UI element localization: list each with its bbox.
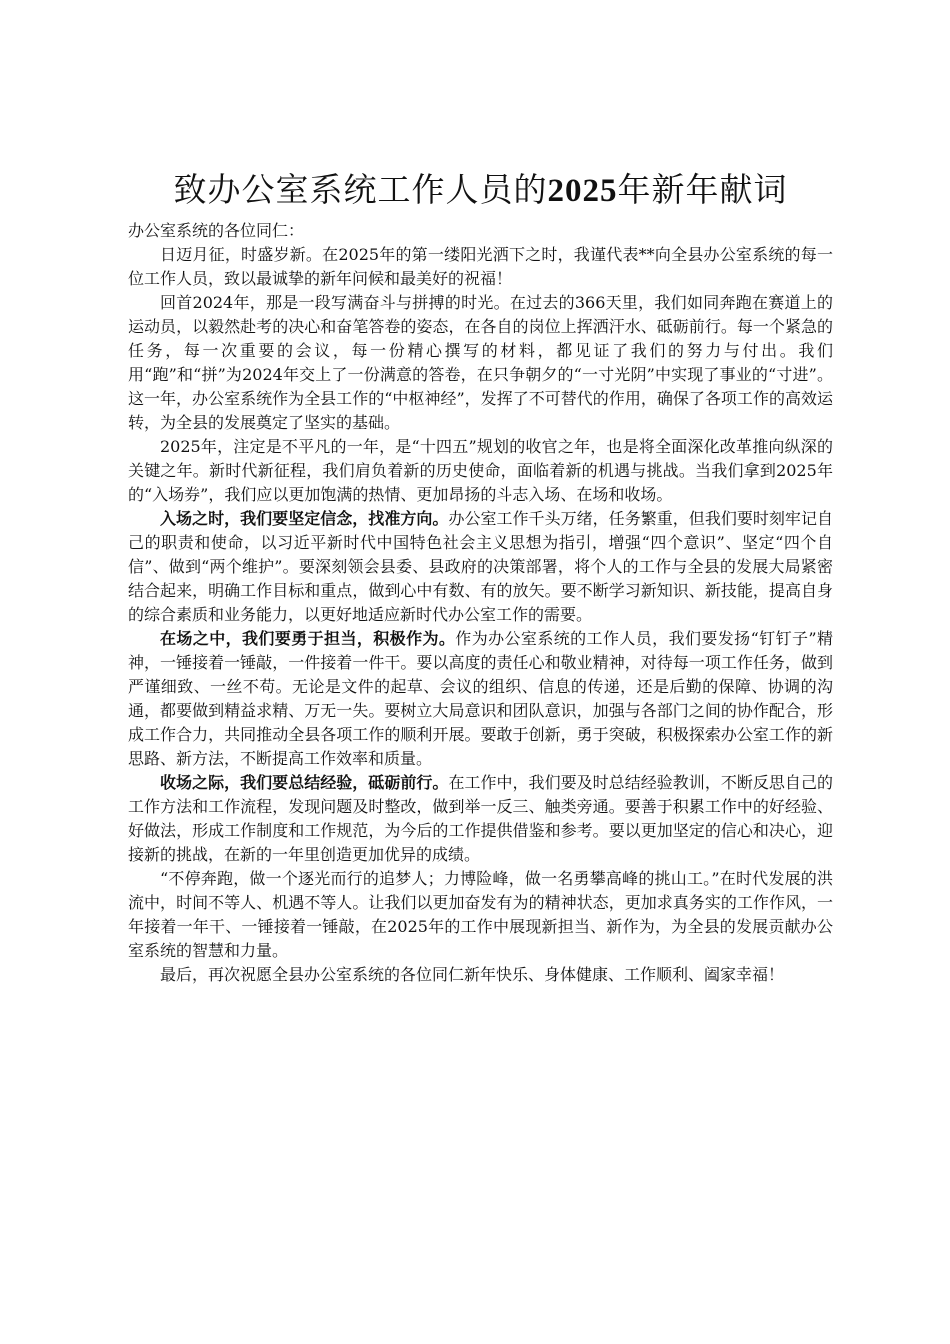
paragraph-text: 日迈月征，时盛岁新。在2025年的第一缕阳光洒下之时，我谨代表**向全县办公室系统的每一位工作人员，致以最诚挚的新年问候和最美好的祝福！	[128, 245, 833, 288]
paragraph-closing-stage	[128, 771, 833, 867]
title-suffix: 年新年献词	[617, 170, 788, 209]
paragraph-review-2024	[128, 291, 833, 435]
paragraph-outlook-2025	[128, 435, 833, 507]
paragraph-lead: 收场之际，我们要总结经验，砥砺前行。	[160, 773, 449, 792]
paragraph-text: 作为办公室系统的工作人员，我们要发扬“钉钉子”精神，一锤接着一锤敲，一件接着一件干。要以高度的责任心和敬业精神，对待每一项工作任务，做到严谨细致、一丝不苟。无论是文件的起草、会议的组织、信息的传递，还是后勤的保障、协调的沟通，都要做到精益求精、万无一失。要树立大局意识和团队意识，加强与各部门之间的协作配合，形成工作合力，共同推动全县各项工作的顺利开展。要敢于创新，勇于突破，积极探索办公室工作的新思路、新方法，不断提高工作效率和质量。	[128, 629, 833, 768]
paragraph-entry	[128, 507, 833, 627]
paragraph-motto	[128, 867, 833, 963]
document-page	[128, 168, 833, 987]
paragraph-on-field	[128, 627, 833, 771]
paragraph-text: “不停奔跑，做一个逐光而行的追梦人；力博险峰，做一名勇攀高峰的挑山工。”在时代发展的洪流中，时间不等人、机遇不等人。让我们以更加奋发有为的精神状态，更加求真务实的工作作风，一年接着一年干、一锤接着一锤敲，在2025年的工作中展现新担当、新作为，为全县的发展贡献办公室系统的智慧和力量。	[128, 869, 833, 960]
paragraph-lead: 在场之中，我们要勇于担当，积极作为。	[160, 629, 456, 648]
title-prefix: 致办公室系统工作人员的	[173, 170, 548, 209]
title-year: 2025	[547, 173, 618, 209]
salutation: 办公室系统的各位同仁：	[128, 221, 305, 240]
document-title	[128, 168, 833, 213]
paragraph-text: 回首2024年，那是一段写满奋斗与拼搏的时光。在过去的366天里，我们如同奔跑在赛道上的运动员，以毅然赴考的决心和奋笔答卷的姿态，在各自的岗位上挥洒汗水、砥砺前行。每一个紧急的任务，每一次重要的会议，每一份精心撰写的材料，都见证了我们的努力与付出。我们用“跑”和“拼”为2024年交上了一份满意的答卷，在只争朝夕的“一寸光阴”中实现了事业的“寸进”。这一年，办公室系统作为全县工作的“中枢神经”，发挥了不可替代的作用，确保了各项工作的高效运转，为全县的发展奠定了坚实的基础。	[128, 293, 833, 432]
paragraph-lead: 入场之时，我们要坚定信念，找准方向。	[160, 509, 449, 528]
paragraph-greeting	[128, 243, 833, 291]
paragraph-text: 2025年，注定是不平凡的一年，是“十四五”规划的收官之年，也是将全面深化改革推向纵深的关键之年。新时代新征程，我们肩负着新的历史使命，面临着新的机遇与挑战。当我们拿到2025年的“入场券”，我们应以更加饱满的热情、更加昂扬的斗志入场、在场和收场。	[128, 437, 833, 504]
paragraph-final-wishes	[128, 963, 833, 987]
paragraph-text: 在工作中，我们要及时总结经验教训，不断反思自己的工作方法和工作流程，发现问题及时整改，做到举一反三、触类旁通。要善于积累工作中的好经验、好做法，形成工作制度和工作规范，为今后的工作提供借鉴和参考。要以更加坚定的信心和决心，迎接新的挑战，在新的一年里创造更加优异的成绩。	[128, 773, 833, 864]
paragraph-text: 最后，再次祝愿全县办公室系统的各位同仁新年快乐、身体健康、工作顺利、阖家幸福！	[160, 965, 785, 984]
paragraph-text: 办公室工作千头万绪，任务繁重，但我们要时刻牢记自己的职责和使命，以习近平新时代中国特色社会主义思想为指引，增强“四个意识”、坚定“四个自信”、做到“两个维护”。要深刻领会县委、县政府的决策部署，将个人的工作与全县的发展大局紧密结合起来，明确工作目标和重点，做到心中有数、有的放矢。要不断学习新知识、新技能，提高自身的综合素质和业务能力，以更好地适应新时代办公室工作的需要。	[128, 509, 833, 624]
